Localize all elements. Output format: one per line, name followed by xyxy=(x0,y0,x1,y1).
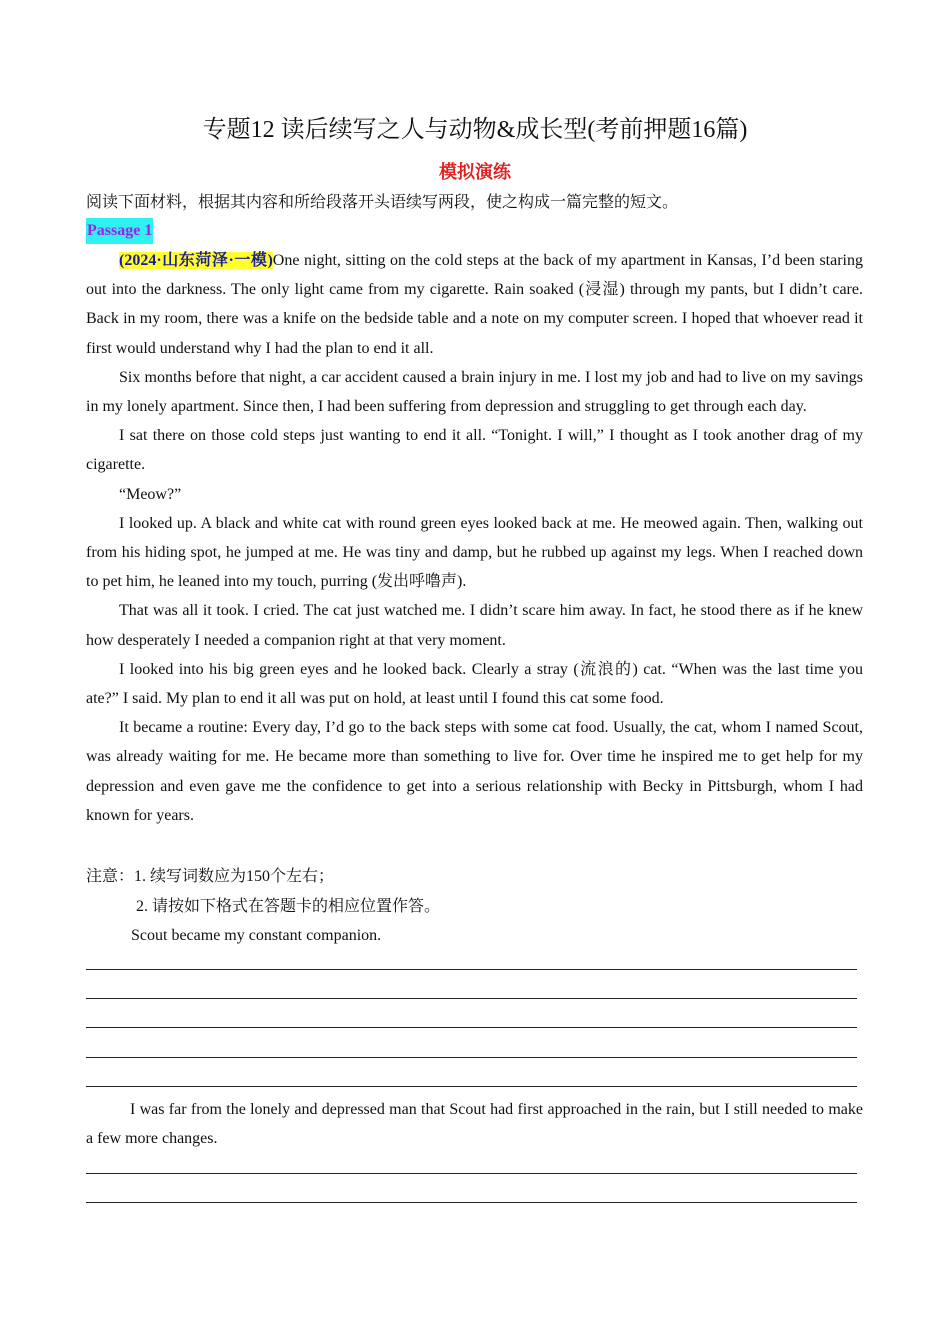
source-citation: (2024·山东菏泽·一模) xyxy=(119,252,273,269)
document-title: 专题12 读后续写之人与动物&成长型(考前押题16篇) xyxy=(202,117,748,143)
continuation-prompt-2: I was far from the lonely and depressed man that Scout had first approached in the rain, but I still needed to make a few more changes. xyxy=(86,1101,863,1148)
notes-label: 注意： xyxy=(86,868,135,885)
passage-label: Passage 1 xyxy=(86,218,153,244)
passage-paragraph: That was all it took. I cried. The cat just watched me. I didn’t scare him away. In fact, he stood there as if he knew how desperately I needed a companion right at that very moment. xyxy=(86,602,863,649)
note-item xyxy=(86,862,440,892)
note-text: 1. 续写词数应为150个左右； xyxy=(134,868,335,885)
task-instruction: 阅读下面材料，根据其内容和所给段落开头语续写两段，使之构成一篇完整的短文。 xyxy=(86,194,679,211)
answer-line xyxy=(86,1202,857,1203)
section-subtitle: 模拟演练 xyxy=(439,162,511,182)
answer-line xyxy=(86,1027,857,1028)
answer-line xyxy=(86,969,857,970)
answer-line xyxy=(86,1057,857,1058)
answer-line xyxy=(86,1173,857,1174)
answer-line xyxy=(86,998,857,999)
passage-paragraph: I sat there on those cold steps just wanting to end it all. “Tonight. I will,” I thought as I took another drag of my cigarette. xyxy=(86,427,863,474)
passage-paragraph: I looked up. A black and white cat with round green eyes looked back at me. He meowed again. Then, walking out from his hiding spot, he jumped at me. He was tiny and damp, but he rubbed up against my legs. When I reached down to pet him, he leaned into my touch, purring (发出呼噜声). xyxy=(86,514,863,591)
passage-body xyxy=(86,246,863,830)
passage-paragraph: “Meow?” xyxy=(119,485,182,503)
passage-paragraph: It became a routine: Every day, I’d go to the back steps with some cat food. Usually, the cat, whom I named Scout, was already waiting for me. He became more than something to live for. Over time he inspired me to get help for my depression and even gave me the confidence to get into a serious relationship with Becky in Pittsburgh, whom I had known for years. xyxy=(86,719,863,824)
passage-paragraph: Six months before that night, a car accident caused a brain injury in me. I lost my job and had to live on my savings in my lonely apartment. Since then, I had been suffering from depression and struggling to get through each day. xyxy=(86,368,863,416)
passage-paragraph xyxy=(86,246,863,363)
passage-paragraph: I looked into his big green eyes and he looked back. Clearly a stray (流浪的) cat. “When was the last time you ate?” I said. My plan to end it all was put on hold, at least until I found this cat some food. xyxy=(86,660,863,708)
continuation-prompt-1: Scout became my constant companion. xyxy=(131,927,382,944)
notes-block xyxy=(86,862,440,922)
paragraph-text: One night, sitting on the cold steps at the back of my apartment in Kansas, I’d been staring out into the darkness. The only light came from my cigarette. Rain soaked (浸湿) through my pants, but I didn’t care. Back in my room, there was a knife on the bedside table and a note on my computer screen. I hoped that whoever read it first would understand why I had the plan to end it all. xyxy=(86,252,863,357)
answer-line xyxy=(86,1086,857,1087)
note-item: 2. 请按如下格式在答题卡的相应位置作答。 xyxy=(136,898,441,915)
